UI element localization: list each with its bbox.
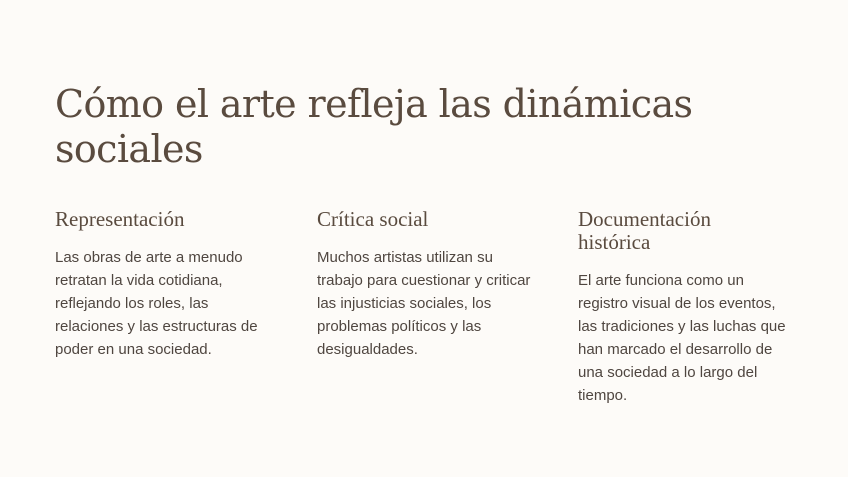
column-heading: Representación: [55, 207, 185, 231]
slide-title: Cómo el arte refleja las dinámicas sociales: [55, 82, 693, 171]
column-text: Las obras de arte a menudo retratan la vida cotidiana, reflejando los roles, las relaciones y las estructuras de poder en una sociedad.: [55, 249, 258, 358]
column-heading: Crítica social: [317, 207, 429, 231]
column-documentacion-historica: [578, 208, 788, 407]
column-heading: Documentación histórica: [578, 207, 711, 254]
column-representacion: [55, 208, 270, 361]
column-critica-social: [317, 208, 532, 361]
column-text: El arte funciona como un registro visual de los eventos, las tradiciones y las luchas que han marcado el desarrollo de una sociedad a lo largo del tiempo.: [578, 272, 786, 404]
column-text: Muchos artistas utilizan su trabajo para cuestionar y criticar las injusticias sociales, los problemas políticos y las desigualdades.: [317, 249, 531, 358]
